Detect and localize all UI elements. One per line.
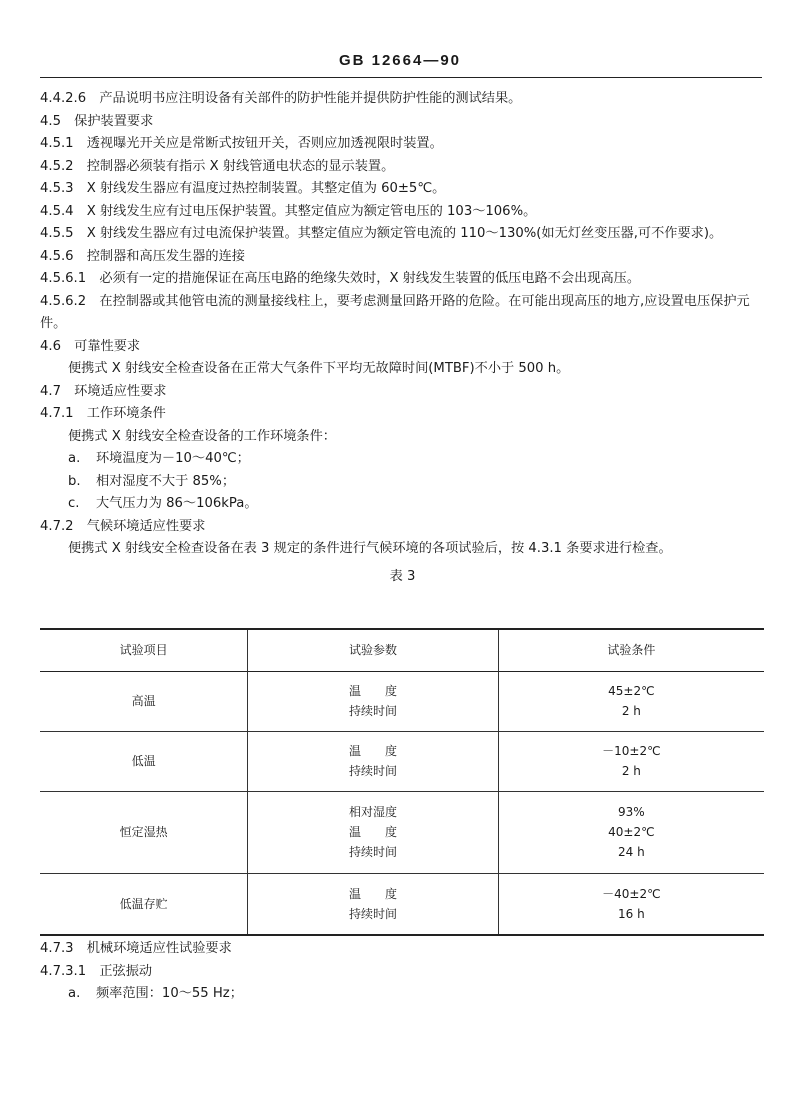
clause-number: 4.5.6.2 [40, 293, 87, 309]
work-environment-intro: 便携式 X 射线安全检查设备的工作环境条件： [68, 428, 336, 444]
clause-4-5-4 [40, 201, 765, 224]
list-label: a. [68, 451, 81, 466]
clause-number: 4.5.1 [40, 136, 74, 151]
clause-4-7-2 [40, 516, 765, 539]
clause-4-7-3-1 [40, 961, 765, 984]
clause-number: 4.5.2 [40, 158, 74, 174]
table-cell-item: 高温 [131, 694, 156, 708]
cond-line: 16 h [617, 906, 645, 921]
list-item-c [40, 493, 765, 516]
param-line: 持续时间 [349, 704, 398, 718]
param-line: 温 度 [349, 684, 398, 698]
clause-4-4-2-6 [40, 88, 765, 111]
table-cell-params [248, 671, 498, 731]
table-cell-params [248, 791, 498, 873]
table-cell-conds [498, 791, 764, 873]
reliability-text: 便携式 X 射线安全检查设备在正常大气条件下平均无故障时间(MTBF)不小于 500 h。 [68, 361, 570, 376]
list-text: 大气压力为 86～106kPa。 [96, 496, 258, 511]
table-cell-item: 低温存贮 [119, 896, 168, 911]
table-cell-conds [498, 731, 764, 791]
clause-4-5-6-2 [40, 291, 765, 336]
clause-4-6 [40, 336, 765, 359]
clause-number: 4.5.5 [40, 226, 74, 241]
clause-text: 在控制器或其他管电流的测量接线柱上，要考虑测量回路开路的危险。在可能出现高压的地方,应设置电压保护元件。 [40, 293, 750, 331]
clause-4-5-3 [40, 178, 765, 201]
clause-text: 控制器必须装有指示 X 射线管通电状态的显示装置。 [86, 158, 395, 174]
list-item-a [40, 448, 765, 471]
table-caption: 表 3 [389, 568, 416, 584]
clause-number: 4.7.3.1 [40, 963, 87, 979]
table-cell-item: 低温 [131, 754, 156, 768]
clause-4-5-1 [40, 133, 765, 156]
page-header: GB 12664—90 [338, 52, 462, 69]
clause-text: X 射线发生器应有温度过热控制装置。其整定值为 60±5℃。 [86, 181, 446, 196]
clause-text: 必须有一定的措施保证在高压电路的绝缘失效时，X 射线发生装置的低压电路不会出现高压。 [99, 271, 641, 286]
clause-text: 正弦振动 [99, 963, 153, 979]
clause-text: 机械环境适应性试验要求 [86, 941, 232, 956]
param-line: 温 度 [349, 744, 398, 758]
cond-line: 2 h [621, 704, 641, 718]
clause-text: X 射线发生应有过电压保护装置。其整定值应为额定管电压的 103～106%。 [86, 203, 537, 219]
clause-number: 4.5.6 [40, 248, 74, 264]
list-label: b. [68, 473, 81, 489]
clause-number: 4.5.6.1 [40, 271, 87, 286]
clause-4-7-3 [40, 938, 765, 961]
clause-number: 4.7 [40, 383, 61, 399]
cond-line: －10±2℃ [602, 744, 661, 758]
clause-text: 产品说明书应注明设备有关部件的防护性能并提供防护性能的测试结果。 [99, 91, 522, 106]
cond-line: 93% [618, 805, 645, 819]
cond-line: 40±2℃ [608, 825, 655, 839]
cond-line: －40±2℃ [602, 886, 661, 901]
cond-line: 45±2℃ [608, 684, 655, 698]
table-row [40, 671, 764, 731]
clause-text: 保护装置要求 [74, 113, 154, 129]
clause-text: 可靠性要求 [74, 338, 141, 354]
clause-number: 4.4.2.6 [40, 91, 87, 106]
cond-line: 2 h [621, 764, 641, 778]
clause-4-5-6 [40, 246, 765, 269]
clause-4-7 [40, 381, 765, 404]
clause-text: 工作环境条件 [86, 406, 166, 421]
table-row [40, 873, 764, 935]
clause-4-5-2 [40, 156, 765, 179]
column-header: 试验参数 [248, 629, 498, 671]
clause-text: 透视曝光开关应是常断式按钮开关，否则应加透视限时装置。 [86, 136, 443, 151]
table-cell-item: 恒定湿热 [119, 825, 168, 839]
climate-test-text: 便携式 X 射线安全检查设备在表 3 规定的条件进行气候环境的各项试验后，按 4.3.1 条要求进行检查。 [68, 541, 672, 556]
clause-4-5 [40, 111, 765, 134]
param-line: 温 度 [349, 886, 398, 901]
list-item-a [40, 983, 765, 1006]
table-cell-params [248, 873, 498, 935]
clause-number: 4.7.2 [40, 518, 74, 534]
param-line: 温 度 [349, 825, 398, 839]
header-rule [40, 77, 762, 78]
param-line: 持续时间 [349, 764, 398, 778]
table-cell-params [248, 731, 498, 791]
clause-number: 4.7.1 [40, 406, 74, 421]
clause-text: 环境适应性要求 [74, 383, 167, 399]
column-header: 试验条件 [498, 629, 764, 671]
body-text [40, 88, 765, 591]
clause-4-5-6-1 [40, 268, 765, 291]
param-line: 相对湿度 [349, 805, 398, 819]
clause-number: 4.5.3 [40, 181, 74, 196]
column-header: 试验项目 [119, 643, 168, 658]
table-cell-conds [498, 671, 764, 731]
clause-text: X 射线发生器应有过电流保护装置。其整定值应为额定管电流的 110～130%(如无灯丝变压器,可不作要求)。 [86, 226, 723, 241]
table-cell-conds [498, 873, 764, 935]
list-text: 频率范围：10～55 Hz； [96, 986, 243, 1001]
clause-text: 控制器和高压发生器的连接 [86, 248, 245, 264]
clause-number: 4.5.4 [40, 203, 74, 219]
clause-text: 气候环境适应性要求 [86, 518, 206, 534]
body-text-after-table [40, 938, 765, 1006]
clause-4-5-5 [40, 223, 765, 246]
list-label: a. [68, 986, 81, 1001]
table-row [40, 731, 764, 791]
clause-number: 4.6 [40, 338, 61, 354]
param-line: 持续时间 [349, 906, 398, 921]
clause-4-7-1 [40, 403, 765, 426]
list-item-b [40, 471, 765, 494]
list-text: 环境温度为－10～40℃； [96, 451, 250, 466]
param-line: 持续时间 [349, 845, 398, 859]
list-text: 相对湿度不大于 85%； [96, 473, 236, 489]
clause-number: 4.7.3 [40, 941, 74, 956]
cond-line: 24 h [617, 845, 645, 859]
table-row [40, 791, 764, 873]
clause-number: 4.5 [40, 113, 61, 129]
table-3 [40, 628, 764, 936]
table-header-row [40, 629, 764, 671]
list-label: c. [68, 496, 80, 511]
